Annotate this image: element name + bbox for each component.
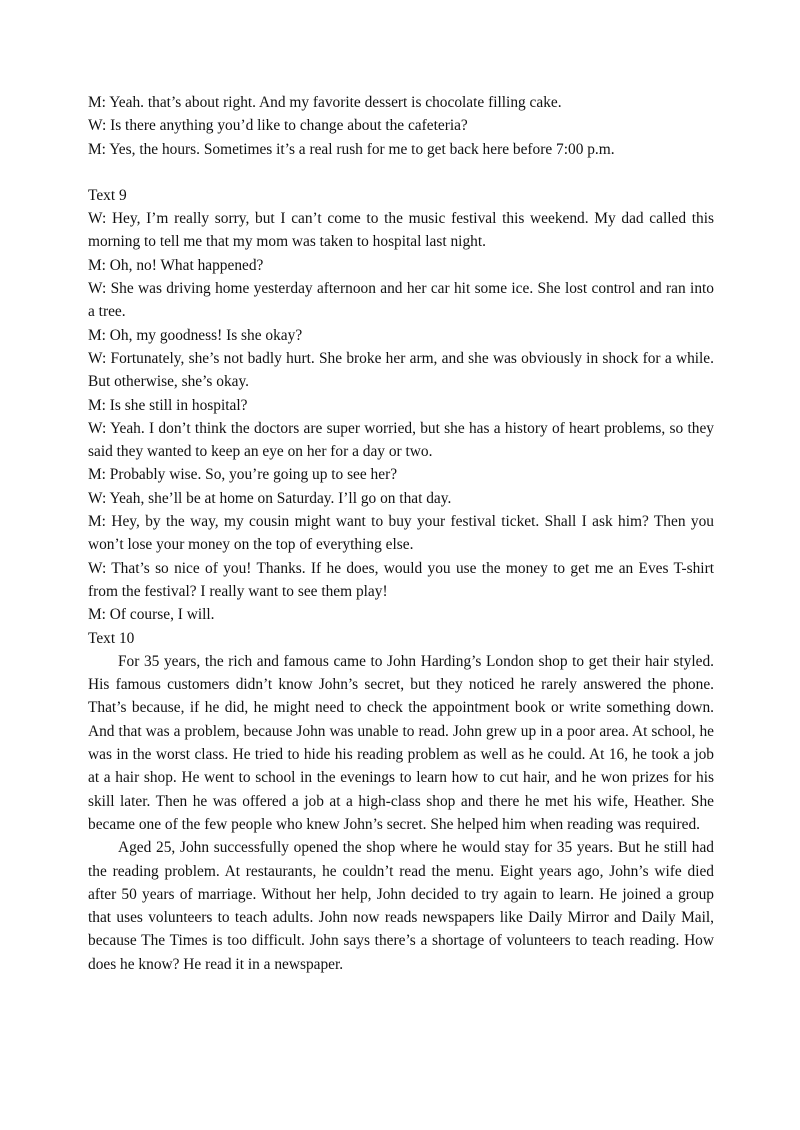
dialogue-line: W: She was driving home yesterday afternoon and her car hit some ice. She lost control and ran into a tree. bbox=[88, 280, 714, 321]
dialogue-line: M: Yes, the hours. Sometimes it’s a real rush for me to get back here before 7:00 p.m. bbox=[88, 140, 615, 158]
dialogue-line: W: That’s so nice of you! Thanks. If he does, would you use the money to get me an Eves T-shirt from the festival? I really want to see them play! bbox=[88, 559, 714, 600]
dialogue-line: M: Oh, my goodness! Is she okay? bbox=[88, 326, 303, 344]
dialogue-line: W: Yeah, she’ll be at home on Saturday. I’ll go on that day. bbox=[88, 489, 452, 507]
text10-paragraph: Aged 25, John successfully opened the shop where he would stay for 35 years. But he still had the reading problem. At restaurants, he couldn’t read the menu. Eight years ago, John’s wife died after 50 years of marriage. Without her help, John decided to try again to learn. He joined a group that uses volunteers to teach adults. John now reads newspapers like Daily Mirror and Daily Mail, because The Times is too difficult. John says there’s a shortage of volunteers to teach reading. How does he know? He read it in a newspaper. bbox=[88, 839, 714, 973]
text9-heading: Text 9 bbox=[88, 186, 127, 204]
dialogue-line: M: Probably wise. So, you’re going up to see her? bbox=[88, 466, 398, 484]
document-page bbox=[88, 91, 714, 976]
dialogue-line: W: Is there anything you’d like to change about the cafeteria? bbox=[88, 117, 468, 135]
dialogue-line: M: Is she still in hospital? bbox=[88, 396, 248, 414]
text10-paragraph: For 35 years, the rich and famous came to John Harding’s London shop to get their hair styled. His famous customers didn’t know John’s secret, but they noticed he rarely answered the phone. That’s because, if he did, he might need to check the appointment book or write something down. And that was a problem, because John was unable to read. John grew up in a poor area. At school, he was in the worst class. He tried to hide his reading problem as well as he could. At 16, he took a job at a hair shop. He went to school in the evenings to learn how to cut hair, and he won prizes for his skill later. Then he was offered a job at a high-class shop and there he met his wife, Heather. She became one of the few people who knew John’s secret. She helped him when reading was required. bbox=[88, 652, 714, 833]
dialogue-line: W: Yeah. I don’t think the doctors are super worried, but she has a history of heart problems, so they said they wanted to keep an eye on her for a day or two. bbox=[88, 419, 714, 461]
dialogue-line: M: Yeah. that’s about right. And my favorite dessert is chocolate filling cake. bbox=[88, 94, 562, 111]
section-gap bbox=[88, 161, 714, 184]
dialogue-line: M: Hey, by the way, my cousin might want to buy your festival ticket. Shall I ask him? Then you won’t lose your money on the top of everything else. bbox=[88, 513, 714, 554]
text10-heading: Text 10 bbox=[88, 629, 135, 647]
dialogue-line: M: Of course, I will. bbox=[88, 606, 215, 624]
dialogue-line: M: Oh, no! What happened? bbox=[88, 256, 264, 274]
dialogue-line: W: Hey, I’m really sorry, but I can’t come to the music festival this weekend. My dad called this morning to tell me that my mom was taken to hospital last night. bbox=[88, 210, 714, 251]
dialogue-line: W: Fortunately, she’s not badly hurt. She broke her arm, and she was obviously in shock for a while. But otherwise, she’s okay. bbox=[88, 349, 714, 391]
